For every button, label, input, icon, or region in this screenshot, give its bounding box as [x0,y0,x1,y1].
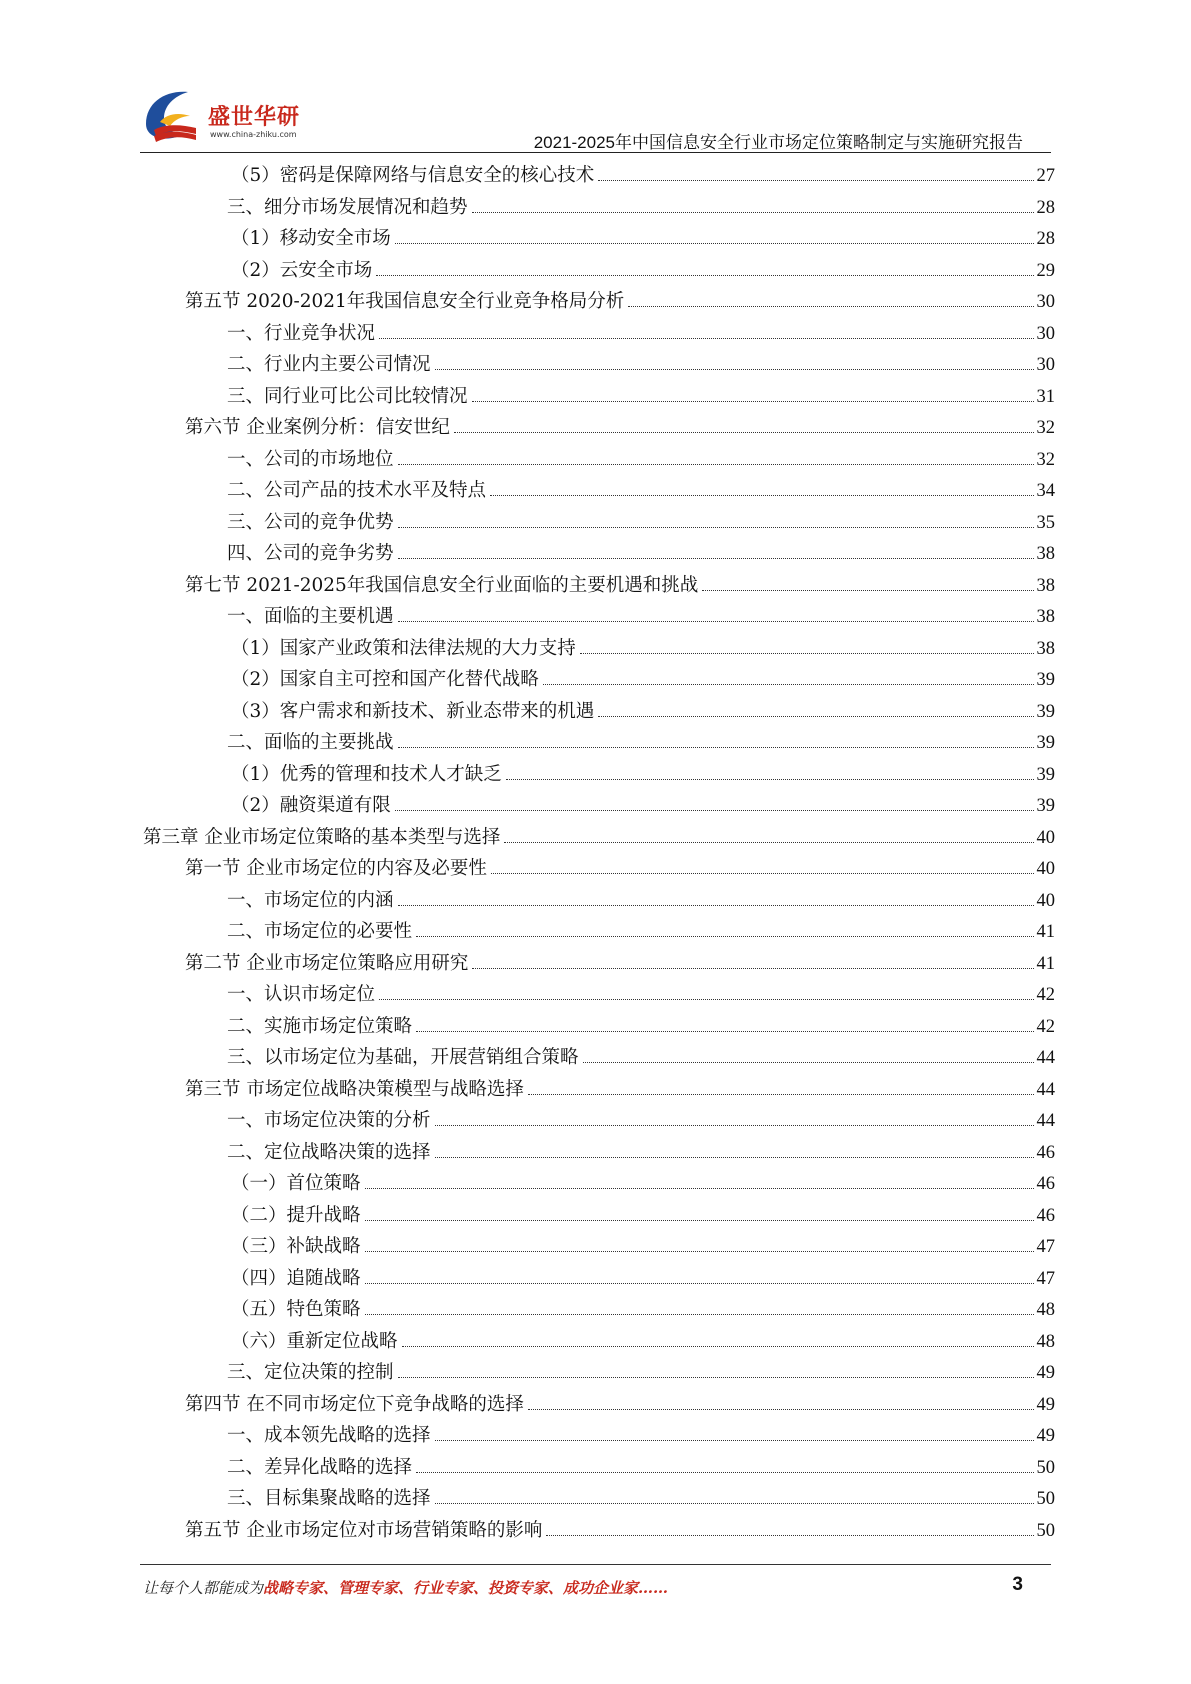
toc-entry[interactable] [143,255,1055,287]
toc-entry-page: 49 [1036,1363,1055,1383]
footer-divider [140,1564,1051,1565]
toc-entry-title: （三）补缺战略 [231,1236,361,1257]
toc-entry-page: 41 [1036,953,1055,974]
toc-entry-page: 39 [1036,733,1055,753]
toc-entry-title: 第三章 企业市场定位策略的基本类型与选择 [143,826,501,848]
toc-entry[interactable] [143,538,1055,570]
toc-entry-page: 31 [1036,386,1055,407]
toc-entry-page: 50 [1036,1520,1055,1541]
toc-entry-page: 46 [1036,1174,1055,1194]
toc-entry-title: （2）国家自主可控和国产化替代战略 [231,669,539,690]
toc-dot-leader [365,1283,1034,1284]
toc-dot-leader [379,999,1033,1000]
toc-dot-leader [435,1440,1034,1441]
toc-entry-title: 一、公司的市场地位 [227,448,394,470]
toc-entry-page: 47 [1036,1237,1055,1257]
toc-entry[interactable] [143,1452,1055,1484]
toc-entry[interactable] [143,853,1055,885]
toc-entry-title: 第三节 市场定位战略决策模型与战略选择 [185,1078,524,1100]
toc-dot-leader [398,1377,1034,1378]
toc-dot-leader [398,747,1034,748]
toc-dot-leader [395,243,1034,244]
toc-entry[interactable] [143,1389,1055,1421]
toc-entry[interactable] [143,948,1055,980]
toc-dot-leader [398,905,1034,906]
toc-dot-leader [528,1409,1034,1410]
toc-dot-leader [379,338,1033,339]
toc-dot-leader [628,306,1033,307]
toc-dot-leader [702,590,1033,591]
toc-entry-page: 32 [1036,418,1055,438]
toc-entry-title: （六）重新定位战略 [231,1330,398,1352]
toc-dot-leader [506,779,1034,780]
toc-dot-leader [472,968,1033,969]
toc-dot-leader [398,527,1034,528]
toc-entry[interactable] [143,696,1055,728]
toc-entry-page: 44 [1036,1048,1055,1068]
toc-entry[interactable] [143,664,1055,696]
toc-entry[interactable] [143,1483,1055,1515]
toc-dot-leader [490,495,1033,496]
toc-entry-title: （3）客户需求和新技术、新业态带来的机遇 [231,700,595,722]
toc-dot-leader [580,653,1034,654]
toc-entry-title: 第六节 企业案例分析：信安世纪 [185,417,450,438]
toc-entry-page: 39 [1036,796,1055,816]
toc-entry[interactable] [143,601,1055,633]
toc-entry-title: （2）融资渠道有限 [231,795,391,816]
toc-entry-page: 50 [1036,1489,1055,1509]
toc-entry[interactable] [143,1168,1055,1200]
toc-entry-page: 44 [1036,1079,1055,1100]
toc-dot-leader [546,1535,1033,1536]
toc-entry-page: 47 [1036,1268,1055,1289]
toc-entry-title: 三、细分市场发展情况和趋势 [227,196,468,218]
toc-dot-leader [402,1346,1034,1347]
page-number: 3 [1012,1574,1023,1595]
toc-entry[interactable] [143,349,1055,381]
footer-slogan [143,1577,668,1598]
toc-entry[interactable] [143,318,1055,350]
toc-entry-page: 46 [1036,1205,1055,1226]
toc-entry-page: 39 [1036,670,1055,690]
toc-dot-leader [598,716,1033,717]
toc-dot-leader [416,936,1033,937]
toc-entry-title: （二）提升战略 [231,1204,361,1226]
toc-entry[interactable] [143,1074,1055,1106]
toc-entry-page: 46 [1036,1142,1055,1163]
toc-dot-leader [528,1094,1034,1095]
toc-entry-page: 28 [1036,229,1055,249]
toc-entry-title: 一、行业竞争状况 [227,322,376,344]
toc-entry-page: 40 [1036,890,1055,911]
toc-entry-page: 39 [1036,701,1055,722]
toc-dot-leader [435,1503,1034,1504]
toc-dot-leader [435,369,1034,370]
toc-dot-leader [504,842,1033,843]
toc-entry-title: 四、公司的竞争劣势 [227,543,394,564]
toc-entry-page: 38 [1036,575,1055,596]
toc-dot-leader [398,558,1034,559]
toc-entry-title: 第一节 企业市场定位的内容及必要性 [185,858,487,879]
toc-entry[interactable] [143,1326,1055,1358]
toc-entry-title: （5）密码是保障网络与信息安全的核心技术 [231,165,595,186]
toc-entry-title: 一、市场定位决策的分析 [227,1110,431,1131]
toc-entry-page: 40 [1036,859,1055,879]
toc-entry[interactable] [143,1294,1055,1326]
toc-entry-title: 第七节 2021-2025年我国信息安全行业面临的主要机遇和挑战 [185,574,699,596]
toc-dot-leader [543,684,1034,685]
toc-entry[interactable] [143,507,1055,539]
toc-entry-title: （2）云安全市场 [231,259,373,281]
header-divider [140,152,1051,153]
toc-dot-leader [365,1188,1034,1189]
toc-entry-title: 二、定位战略决策的选择 [227,1141,431,1163]
toc-entry-page: 41 [1036,922,1055,942]
toc-entry[interactable] [143,1011,1055,1043]
report-title: 2021-2025年中国信息安全行业市场定位策略制定与实施研究报告 [533,133,1023,152]
toc-entry-title: 第四节 在不同市场定位下竞争战略的选择 [185,1393,524,1415]
toc-dot-leader [435,1125,1034,1126]
toc-entry[interactable] [143,1200,1055,1232]
toc-entry[interactable] [143,822,1055,854]
toc-entry-title: 三、同行业可比公司比较情况 [227,385,468,407]
toc-entry[interactable] [143,1042,1055,1074]
toc-dot-leader [583,1062,1034,1063]
toc-entry-page: 39 [1036,764,1055,785]
toc-dot-leader [472,401,1034,402]
footer-slogan-highlight: 战略专家、管理专家、行业专家、投资专家、成功企业家…… [263,1579,669,1597]
toc-entry[interactable] [143,1263,1055,1295]
toc-entry[interactable] [143,633,1055,665]
toc-entry-page: 34 [1036,481,1055,501]
toc-entry-page: 44 [1036,1111,1055,1131]
toc-dot-leader [398,621,1034,622]
toc-entry-title: 二、实施市场定位策略 [227,1015,413,1037]
toc-dot-leader [395,810,1034,811]
toc-entry[interactable] [143,1515,1055,1547]
toc-dot-leader [472,212,1034,213]
toc-entry[interactable] [143,192,1055,224]
toc-entry[interactable] [143,885,1055,917]
toc-entry-page: 50 [1036,1457,1055,1478]
toc-entry-title: 第五节 2020-2021年我国信息安全行业竞争格局分析 [185,291,625,312]
toc-entry-page: 38 [1036,638,1055,659]
toc-entry-title: 二、公司产品的技术水平及特点 [227,480,487,501]
toc-entry[interactable] [143,1420,1055,1452]
toc-entry-title: 三、定位决策的控制 [227,1362,394,1383]
toc-entry-page: 48 [1036,1331,1055,1352]
toc-entry-title: 第二节 企业市场定位策略应用研究 [185,952,469,974]
toc-entry-title: 二、差异化战略的选择 [227,1456,413,1478]
toc-entry[interactable] [143,412,1055,444]
toc-dot-leader [365,1251,1034,1252]
toc-entry[interactable] [143,790,1055,822]
toc-entry[interactable] [143,727,1055,759]
toc-dot-leader [416,1031,1033,1032]
toc-entry-title: （1）移动安全市场 [231,228,391,249]
toc-dot-leader [416,1472,1033,1473]
toc-dot-leader [454,432,1034,433]
toc-dot-leader [376,275,1033,276]
toc-entry-title: 二、面临的主要挑战 [227,732,394,753]
toc-entry[interactable] [143,286,1055,318]
toc-entry[interactable] [143,759,1055,791]
toc-entry[interactable] [143,444,1055,476]
toc-dot-leader [491,873,1034,874]
logo-swoosh-icon [140,84,210,150]
toc-entry[interactable] [143,160,1055,192]
toc-entry[interactable] [143,570,1055,602]
toc-entry[interactable] [143,223,1055,255]
toc-entry[interactable] [143,979,1055,1011]
logo-url: www.china-zhiku.com [210,130,297,139]
toc-entry-title: 三、以市场定位为基础，开展营销组合策略 [227,1047,579,1068]
toc-entry-page: 29 [1036,260,1055,281]
toc-entry-title: （1）优秀的管理和技术人才缺乏 [231,763,502,785]
toc-entry[interactable] [143,1105,1055,1137]
toc-entry-page: 49 [1036,1426,1055,1446]
toc-entry-title: 三、公司的竞争优势 [227,511,394,533]
toc-entry[interactable] [143,1357,1055,1389]
toc-entry-page: 32 [1036,449,1055,470]
toc-entry-page: 49 [1036,1394,1055,1415]
toc-entry-page: 30 [1036,323,1055,344]
toc-entry-page: 27 [1036,166,1055,186]
toc-entry-title: 二、行业内主要公司情况 [227,354,431,375]
toc-entry-page: 30 [1036,292,1055,312]
table-of-contents [143,160,1055,1546]
toc-entry-page: 30 [1036,355,1055,375]
footer-slogan-prefix: 让每个人都能成为 [143,1579,264,1597]
toc-entry-title: 二、市场定位的必要性 [227,921,413,942]
toc-entry[interactable] [143,381,1055,413]
toc-entry-title: （五）特色策略 [231,1299,361,1320]
toc-entry-page: 42 [1036,1016,1055,1037]
toc-dot-leader [365,1314,1034,1315]
toc-entry[interactable] [143,916,1055,948]
toc-dot-leader [598,180,1033,181]
toc-entry-page: 40 [1036,827,1055,848]
toc-entry-title: 第五节 企业市场定位对市场营销策略的影响 [185,1519,543,1541]
toc-entry-page: 35 [1036,512,1055,533]
toc-entry-page: 38 [1036,607,1055,627]
toc-entry-page: 28 [1036,197,1055,218]
toc-dot-leader [365,1220,1034,1221]
toc-dot-leader [398,464,1034,465]
toc-entry-page: 48 [1036,1300,1055,1320]
toc-dot-leader [435,1157,1034,1158]
toc-entry[interactable] [143,475,1055,507]
toc-entry-title: （1）国家产业政策和法律法规的大力支持 [231,637,576,659]
toc-entry-title: 一、市场定位的内涵 [227,889,394,911]
toc-entry-page: 42 [1036,985,1055,1005]
toc-entry-title: 三、目标集聚战略的选择 [227,1488,431,1509]
toc-entry-title: 一、面临的主要机遇 [227,606,394,627]
toc-entry[interactable] [143,1137,1055,1169]
toc-entry-title: 一、认识市场定位 [227,984,376,1005]
toc-entry-title: 一、成本领先战略的选择 [227,1425,431,1446]
toc-entry-title: （四）追随战略 [231,1267,361,1289]
toc-entry[interactable] [143,1231,1055,1263]
logo-name: 盛世华研 [208,105,301,130]
toc-entry-title: （一）首位策略 [231,1173,361,1194]
toc-entry-page: 38 [1036,544,1055,564]
